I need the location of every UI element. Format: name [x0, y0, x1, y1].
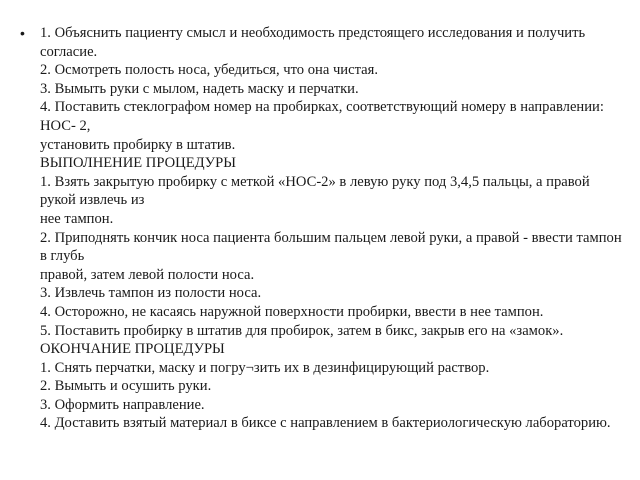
step-line: 2. Осмотреть полость носа, убедиться, что она чистая. — [40, 62, 378, 79]
step-line: 1. Объяснить пациенту смысл и необходимость предстоящего исследования и получить согласие. — [40, 25, 586, 60]
step-line: 1. Снять перчатки, маску и погру¬зить их в дезинфицирующий раствор. — [40, 359, 490, 376]
step-line: правой, затем левой полости носа. — [40, 266, 255, 283]
step-line: 3. Извлечь тампон из полости носа. — [40, 285, 262, 302]
procedure-text-item — [18, 24, 622, 433]
step-line: 5. Поставить пробирку в штатив для пробирок, затем в бикс, закрыв его на «замок». — [40, 322, 564, 339]
step-line: 2. Приподнять кончик носа пациента большим пальцем левой руки, а правой - ввести тампон в глубь — [40, 229, 622, 265]
step-line: 4. Осторожно, не касаясь наружной поверхности пробирки, ввести в нее тампон. — [40, 303, 544, 320]
step-line: нее тампон. — [40, 210, 114, 227]
bullet-icon: • — [20, 25, 25, 41]
step-line: установить пробирку в штатив. — [40, 136, 236, 153]
section-heading: ВЫПОЛНЕНИЕ ПРОЦЕДУРЫ — [40, 155, 236, 172]
section-heading: ОКОНЧАНИЕ ПРОЦЕДУРЫ — [40, 341, 225, 358]
step-line: 2. Вымыть и осушить руки. — [40, 378, 212, 395]
step-line: 4. Доставить взятый материал в биксе с направлением в бактериологическую лабораторию. — [40, 415, 611, 432]
step-line: 3. Оформить направление. — [40, 396, 205, 413]
step-line: 1. Взять закрытую пробирку с меткой «НОС-2» в левую руку под 3,4,5 пальцы, а правой рукой извлечь из — [40, 173, 590, 209]
step-line: 3. Вымыть руки с мылом, надеть маску и перчатки. — [40, 80, 359, 97]
step-line: 4. Поставить стеклографом номер на пробирках, соответствующий номеру в направлении: НОС- 2, — [40, 99, 604, 134]
procedure-list — [18, 24, 622, 433]
